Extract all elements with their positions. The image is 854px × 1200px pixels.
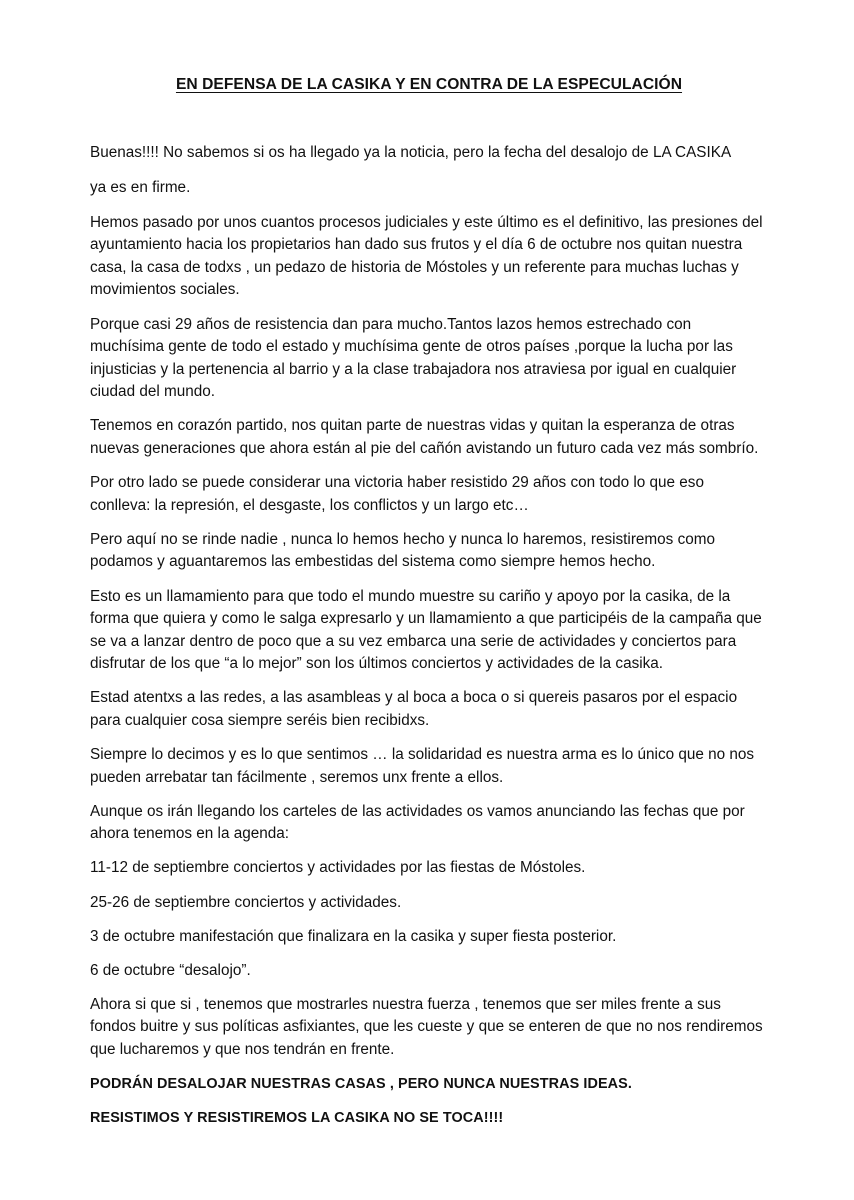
closing-slogan-ideas: PODRÁN DESALOJAR NUESTRAS CASAS , PERO NUNCA NUESTRAS IDEAS. bbox=[90, 1076, 632, 1093]
agenda-item-october-3: 3 de octubre manifestación que finalizara en la casika y super fiesta posterior. bbox=[90, 927, 617, 945]
paragraph-show-strength: Ahora si que si , tenemos que mostrarles nuestra fuerza , tenemos que ser miles frente a sus fondos buitre y sus políticas asfixiantes, que les cueste y que se enteren de que no nos rendiremos que lucharemos y que nos tendrán en frente. bbox=[90, 995, 763, 1058]
paragraph-no-surrender: Pero aquí no se rinde nadie , nunca lo hemos hecho y nunca lo haremos, resistiremos como podamos y aguantaremos las embestidas del sistema como siempre hemos hecho. bbox=[90, 530, 715, 571]
paragraph-greeting: Buenas!!!! No sabemos si os ha llegado ya la noticia, pero la fecha del desalojo de LA CASIKA bbox=[90, 144, 732, 161]
paragraph-solidarity: Siempre lo decimos y es lo que sentimos … la solidaridad es nuestra arma es lo único que no nos pueden arrebatar tan fácilmente , seremos unx frente a ellos. bbox=[90, 746, 755, 786]
paragraph-agenda-intro: Aunque os irán llegando los carteles de las actividades os vamos anunciando las fechas que por ahora tenemos en la agenda: bbox=[90, 802, 745, 843]
paragraph-broken-heart: Tenemos en corazón partido, nos quitan parte de nuestras vidas y quitan la esperanza de otras nuevas generaciones que ahora están al pie del cañón avistando un futuro cada vez más sombrío. bbox=[90, 417, 759, 458]
paragraph-resistance-years: Porque casi 29 años de resistencia dan para mucho.Tantos lazos hemos estrechado con muchísima gente de todo el estado y muchísima gente de otros países ,porque la lucha por las injusticias y la pertenencia al barrio y a la clase trabajadora nos atraviesa por igual en cualquier ciudad del mundo. bbox=[90, 315, 737, 401]
agenda-item-october-6: 6 de octubre “desalojo”. bbox=[90, 961, 251, 979]
document-title: EN DEFENSA DE LA CASIKA Y EN CONTRA DE LA ESPECULACIÓN bbox=[175, 76, 683, 93]
closing-slogan-resist: RESISTIMOS Y RESISTIREMOS LA CASIKA NO SE TOCA!!!! bbox=[90, 1110, 504, 1127]
agenda-item-september-25-26: 25-26 de septiembre conciertos y actividades. bbox=[90, 893, 402, 911]
paragraph-stay-tuned: Estad atentxs a las redes, a las asambleas y al boca a boca o si quereis pasaros por el espacio para cualquier cosa siempre seréis bien recibidxs. bbox=[90, 689, 738, 729]
agenda-item-september-11-12: 11-12 de septiembre conciertos y actividades por las fiestas de Móstoles. bbox=[90, 859, 586, 877]
paragraph-victory: Por otro lado se puede considerar una victoria haber resistido 29 años con todo lo que eso conlleva: la represión, el desgaste, los conflictos y un largo etc… bbox=[90, 474, 704, 514]
paragraph-judicial-process: Hemos pasado por unos cuantos procesos judiciales y este último es el definitivo, las presiones del ayuntamiento hacia los propietarios han dado sus frutos y el día 6 de octubre nos quitan nuestra casa, la casa de todxs , un pedazo de historia de Móstoles y un referente para muchas luchas y movimientos sociales. bbox=[90, 213, 763, 299]
paragraph-greeting-continued: ya es en firme. bbox=[90, 178, 191, 196]
paragraph-call-to-action: Esto es un llamamiento para que todo el mundo muestre su cariño y apoyo por la casika, de la forma que quiera y como le salga expresarlo y un llamamiento a que participéis de la campaña que se va a lanzar dentro de poco que a su vez embarca una serie de actividades y conciertos para disfrutar de los que “a lo mejor” son los últimos conciertos y actividades de la casika. bbox=[90, 587, 762, 673]
